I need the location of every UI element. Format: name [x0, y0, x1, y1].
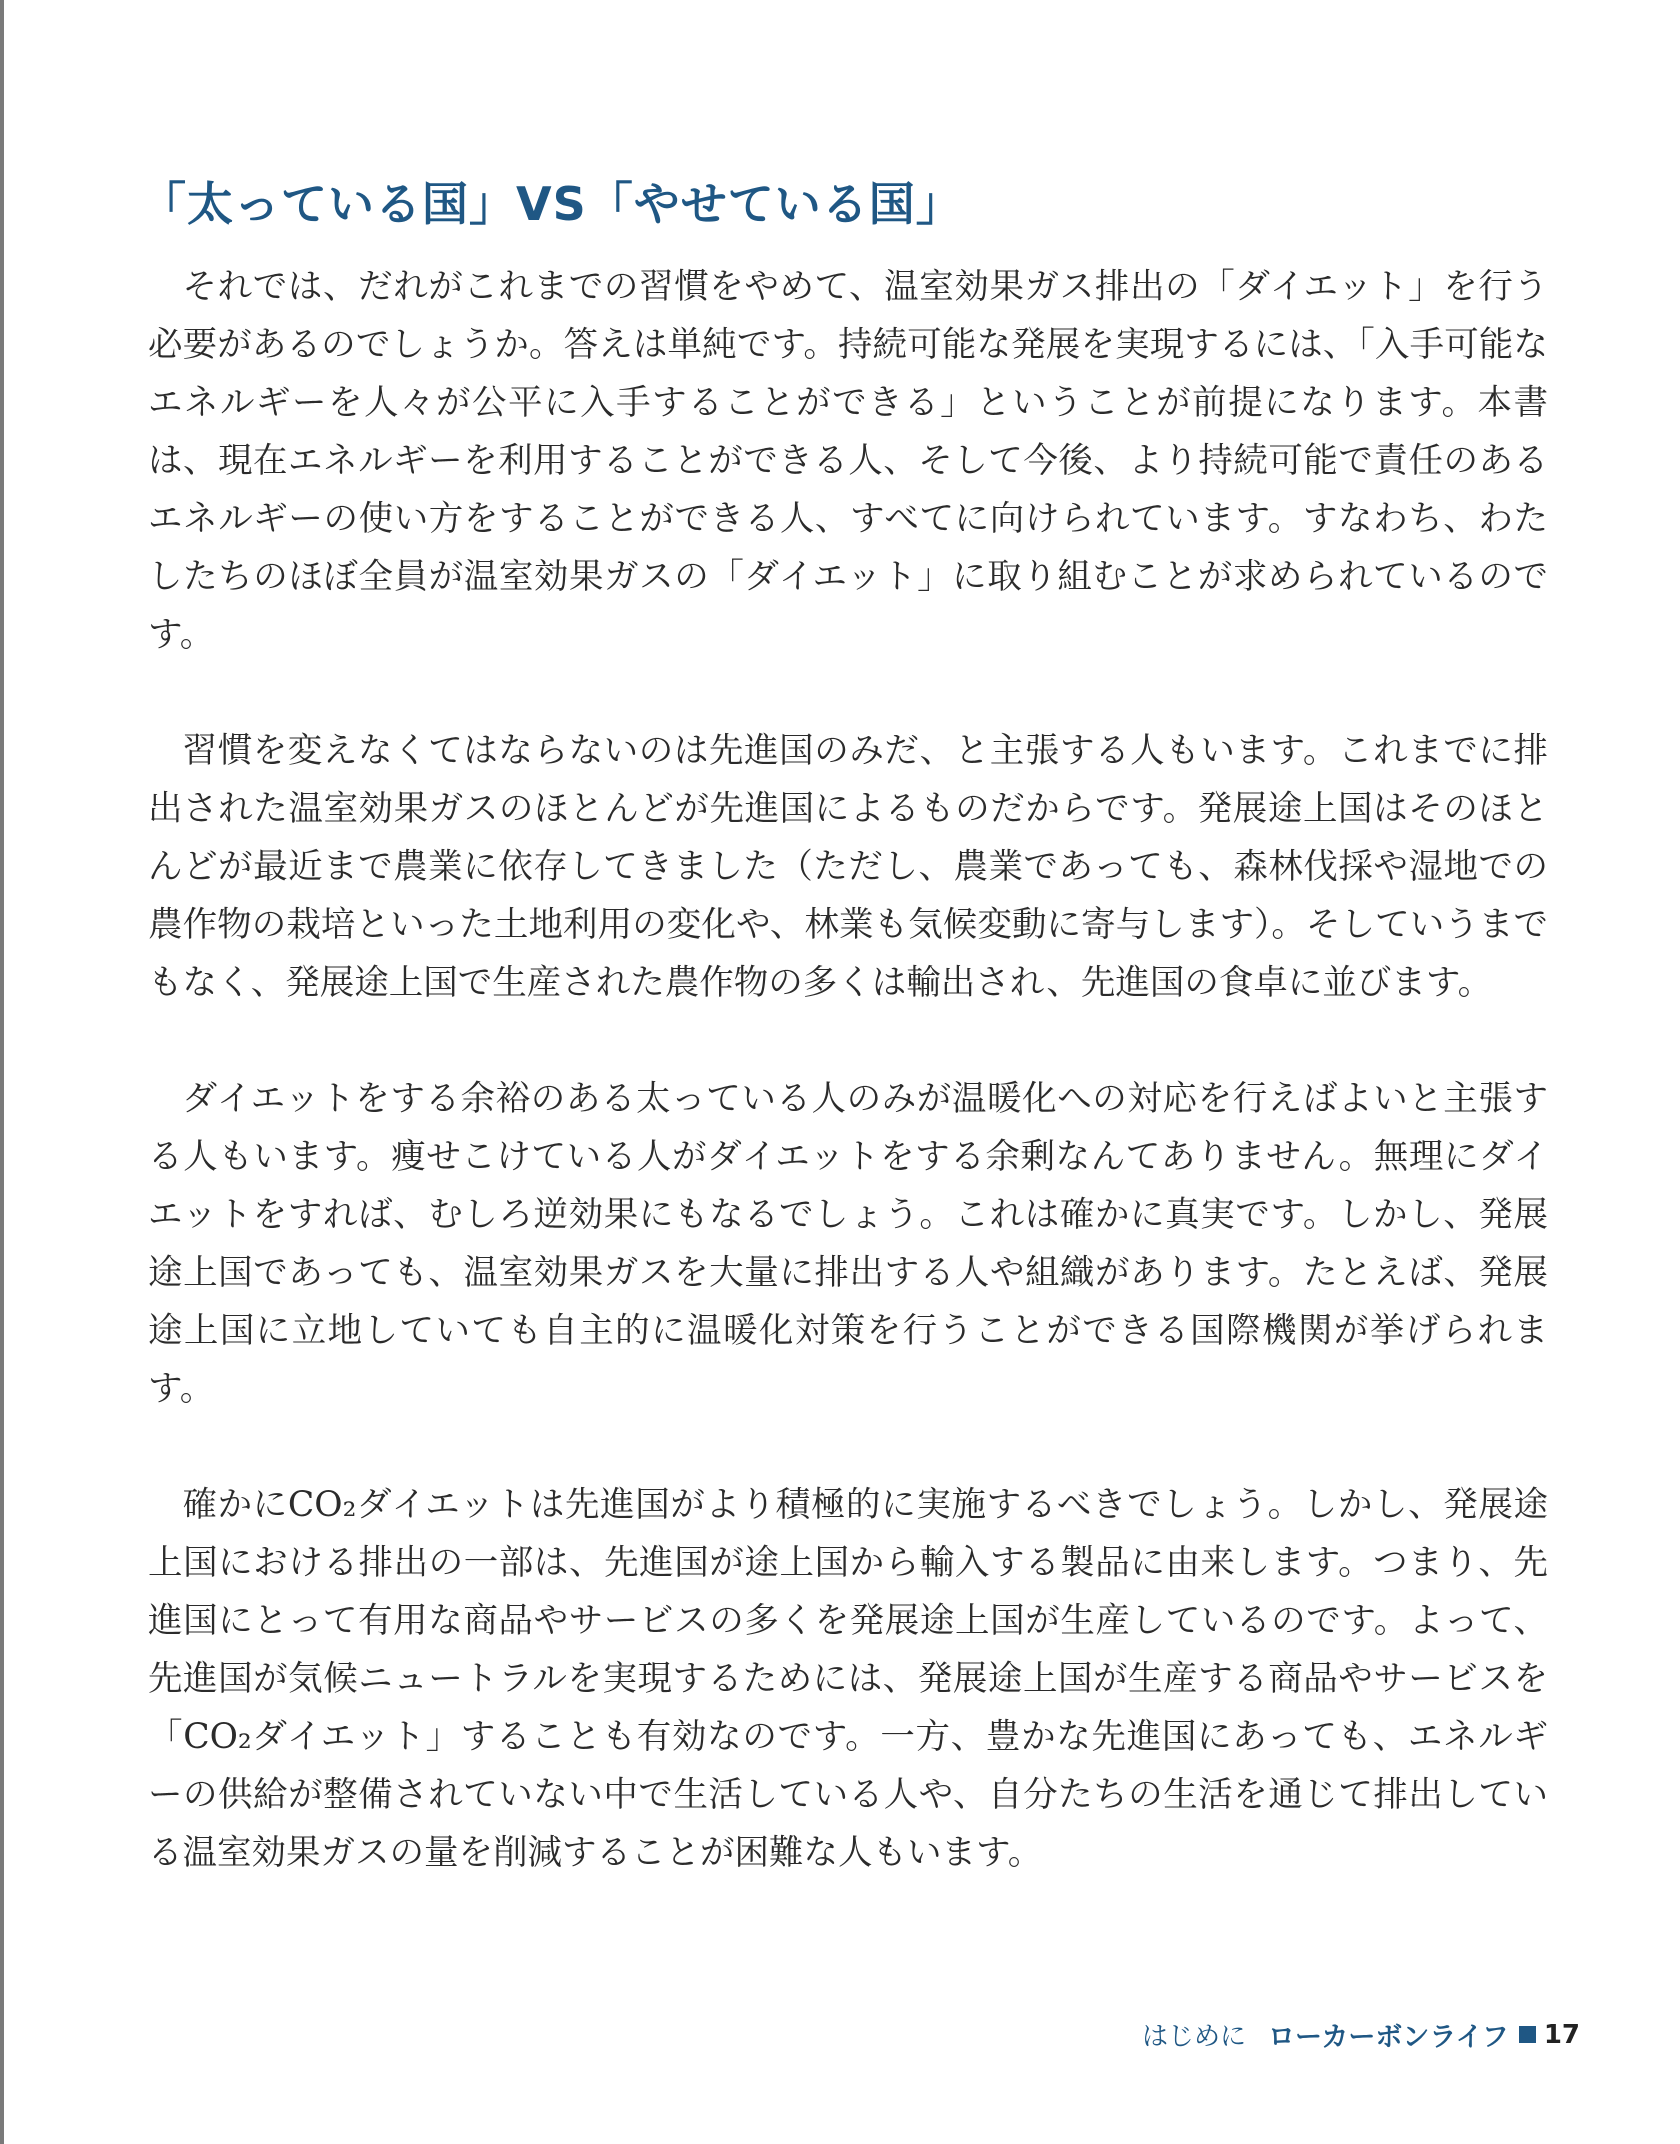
paragraph: 確かにCO₂ダイエットは先進国がより積極的に実施するべきでしょう。しかし、発展途上国における排出の一部は、先進国が途上国から輸入する製品に由来します。つまり、先進国にとって有用な商品やサービスの多くを発展途上国が生産しているのです。よって、先進国が気候ニュートラルを実現するためには、発展途上国が生産する商品やサービスを「CO₂ダイエット」することも有効なのです。一方、豊かな先進国にあっても、エネルギーの供給が整備されていない中で生活している人や、自分たちの生活を通じて排出している温室効果ガスの量を削減することが困難な人もいます。 [148, 1485, 1548, 1873]
body-text [148, 258, 1548, 1882]
running-footer [1142, 2015, 1580, 2054]
footer-section-label: はじめに [1141, 2022, 1246, 2052]
page-edge [0, 0, 4, 2144]
paragraph: ダイエットをする余裕のある太っている人のみが温暖化への対応を行えばよいと主張する人もいます。痩せこけている人がダイエットをする余剰なんてありません。無理にダイエットをすれば、むしろ逆効果にもなるでしょう。これは確かに真実です。しかし、発展途上国であっても、温室効果ガスを大量に排出する人や組織があります。たとえば、発展途上国に立地していても自主的に温暖化対策を行うことができる国際機関が挙げられます。 [148, 1079, 1548, 1409]
page-number: 17 [1543, 2019, 1580, 2050]
paragraph: 習慣を変えなくてはならないのは先進国のみだ、と主張する人もいます。これまでに排出された温室効果ガスのほとんどが先進国によるものだからです。発展途上国はそのほとんどが最近まで農業に依存してきました（ただし、農業であっても、森林伐採や湿地での農作物の栽培といった土地利用の変化や、林業も気候変動に寄与します）。そしていうまでもなく、発展途上国で生産された農作物の多くは輸出され、先進国の食卓に並びます。 [148, 731, 1548, 1003]
paragraph: それでは、だれがこれまでの習慣をやめて、温室効果ガス排出の「ダイエット」を行う必要があるのでしょうか。答えは単純です。持続可能な発展を実現するには、「入手可能なエネルギーを人々が公平に入手することができる」ということが前提になります。本書は、現在エネルギーを利用することができる人、そして今後、より持続可能で責任のあるエネルギーの使い方をすることができる人、すべてに向けられています。すなわち、わたしたちのほぼ全員が温室効果ガスの「ダイエット」に取り組むことが求められているのです。 [148, 267, 1548, 655]
square-bullet-icon [1519, 2026, 1536, 2043]
section-heading: 「太っている国」VS「やせている国」 [140, 177, 963, 231]
footer-book-title: ローカーボンライフ [1267, 2022, 1509, 2053]
